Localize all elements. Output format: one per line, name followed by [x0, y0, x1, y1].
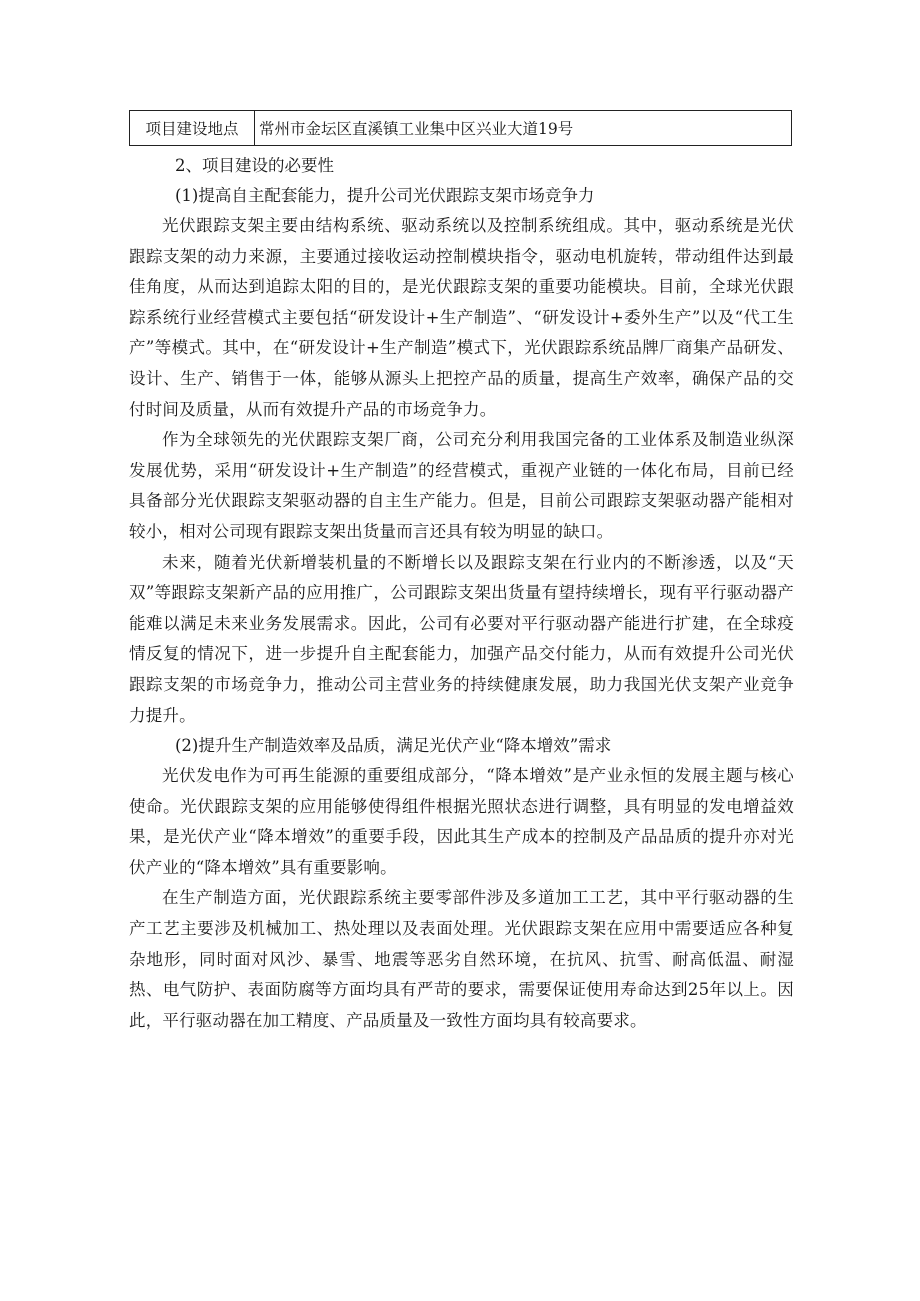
document-body [129, 151, 794, 1036]
subsection-heading-2: (2)提升生产制造效率及品质，满足光伏产业“降本增效”需求 [175, 736, 612, 756]
section-heading-necessity: 2、项目建设的必要性 [175, 156, 334, 175]
table-row [130, 111, 792, 146]
paragraph-3: 未来，随着光伏新增装机量的不断增长以及跟踪支架在行业内的不断渗透，以及“天双”等跟踪支架新产品的应用推广，公司跟踪支架出货量有望持续增长，现有平行驱动器产能难以满足未来业务发展需求。因此，公司有必要对平行驱动器产能进行扩建，在全球疫情反复的情况下，进一步提升自主配套能力，加强产品交付能力，从而有效提升公司光伏跟踪支架的市场竞争力，推动公司主营业务的持续健康发展，助力我国光伏支架产业竞争力提升。 [129, 552, 794, 725]
project-info-table [129, 110, 792, 146]
paragraph-2: 作为全球领先的光伏跟踪支架厂商，公司充分利用我国完备的工业体系及制造业纵深发展优势，采用“研发设计+生产制造”的经营模式，重视产业链的一体化布局，目前已经具备部分光伏跟踪支架驱动器的自主生产能力。但是，目前公司跟踪支架驱动器产能相对较小，相对公司现有跟踪支架出货量而言还具有较为明显的缺口。 [129, 430, 794, 541]
location-value-cell: 常州市金坛区直溪镇工业集中区兴业大道19号 [255, 111, 792, 146]
subsection-heading-1: (1)提高自主配套能力，提升公司光伏跟踪支架市场竞争力 [175, 186, 595, 205]
location-label-cell: 项目建设地点 [130, 111, 255, 146]
paragraph-1: 光伏跟踪支架主要由结构系统、驱动系统以及控制系统组成。其中，驱动系统是光伏跟踪支架的动力来源，主要通过接收运动控制模块指令，驱动电机旋转，带动组件达到最佳角度，从而达到追踪太阳的目的，是光伏跟踪支架的重要功能模块。目前，全球光伏跟踪系统行业经营模式主要包括“研发设计+生产制造”、“研发设计+委外生产”以及“代工生产”等模式。其中，在“研发设计+生产制造”模式下，光伏跟踪系统品牌厂商集产品研发、设计、生产、销售于一体，能够从源头上把控产品的质量，提高生产效率，确保产品的交付时间及质量，从而有效提升产品的市场竞争力。 [129, 216, 794, 419]
paragraph-4: 光伏发电作为可再生能源的重要组成部分，“降本增效”是产业永恒的发展主题与核心使命。光伏跟踪支架的应用能够使得组件根据光照状态进行调整，具有明显的发电增益效果，是光伏产业“降本增效”的重要手段，因此其生产成本的控制及产品品质的提升亦对光伏产业的“降本增效”具有重要影响。 [129, 766, 794, 877]
paragraph-5: 在生产制造方面，光伏跟踪系统主要零部件涉及多道加工工艺，其中平行驱动器的生产工艺主要涉及机械加工、热处理以及表面处理。光伏跟踪支架在应用中需要适应各种复杂地形，同时面对风沙、暴雪、地震等恶劣自然环境，在抗风、抗雪、耐高低温、耐湿热、电气防护、表面防腐等方面均具有严苛的要求，需要保证使用寿命达到25年以上。因此，平行驱动器在加工精度、产品质量及一致性方面均具有较高要求。 [129, 888, 794, 1030]
